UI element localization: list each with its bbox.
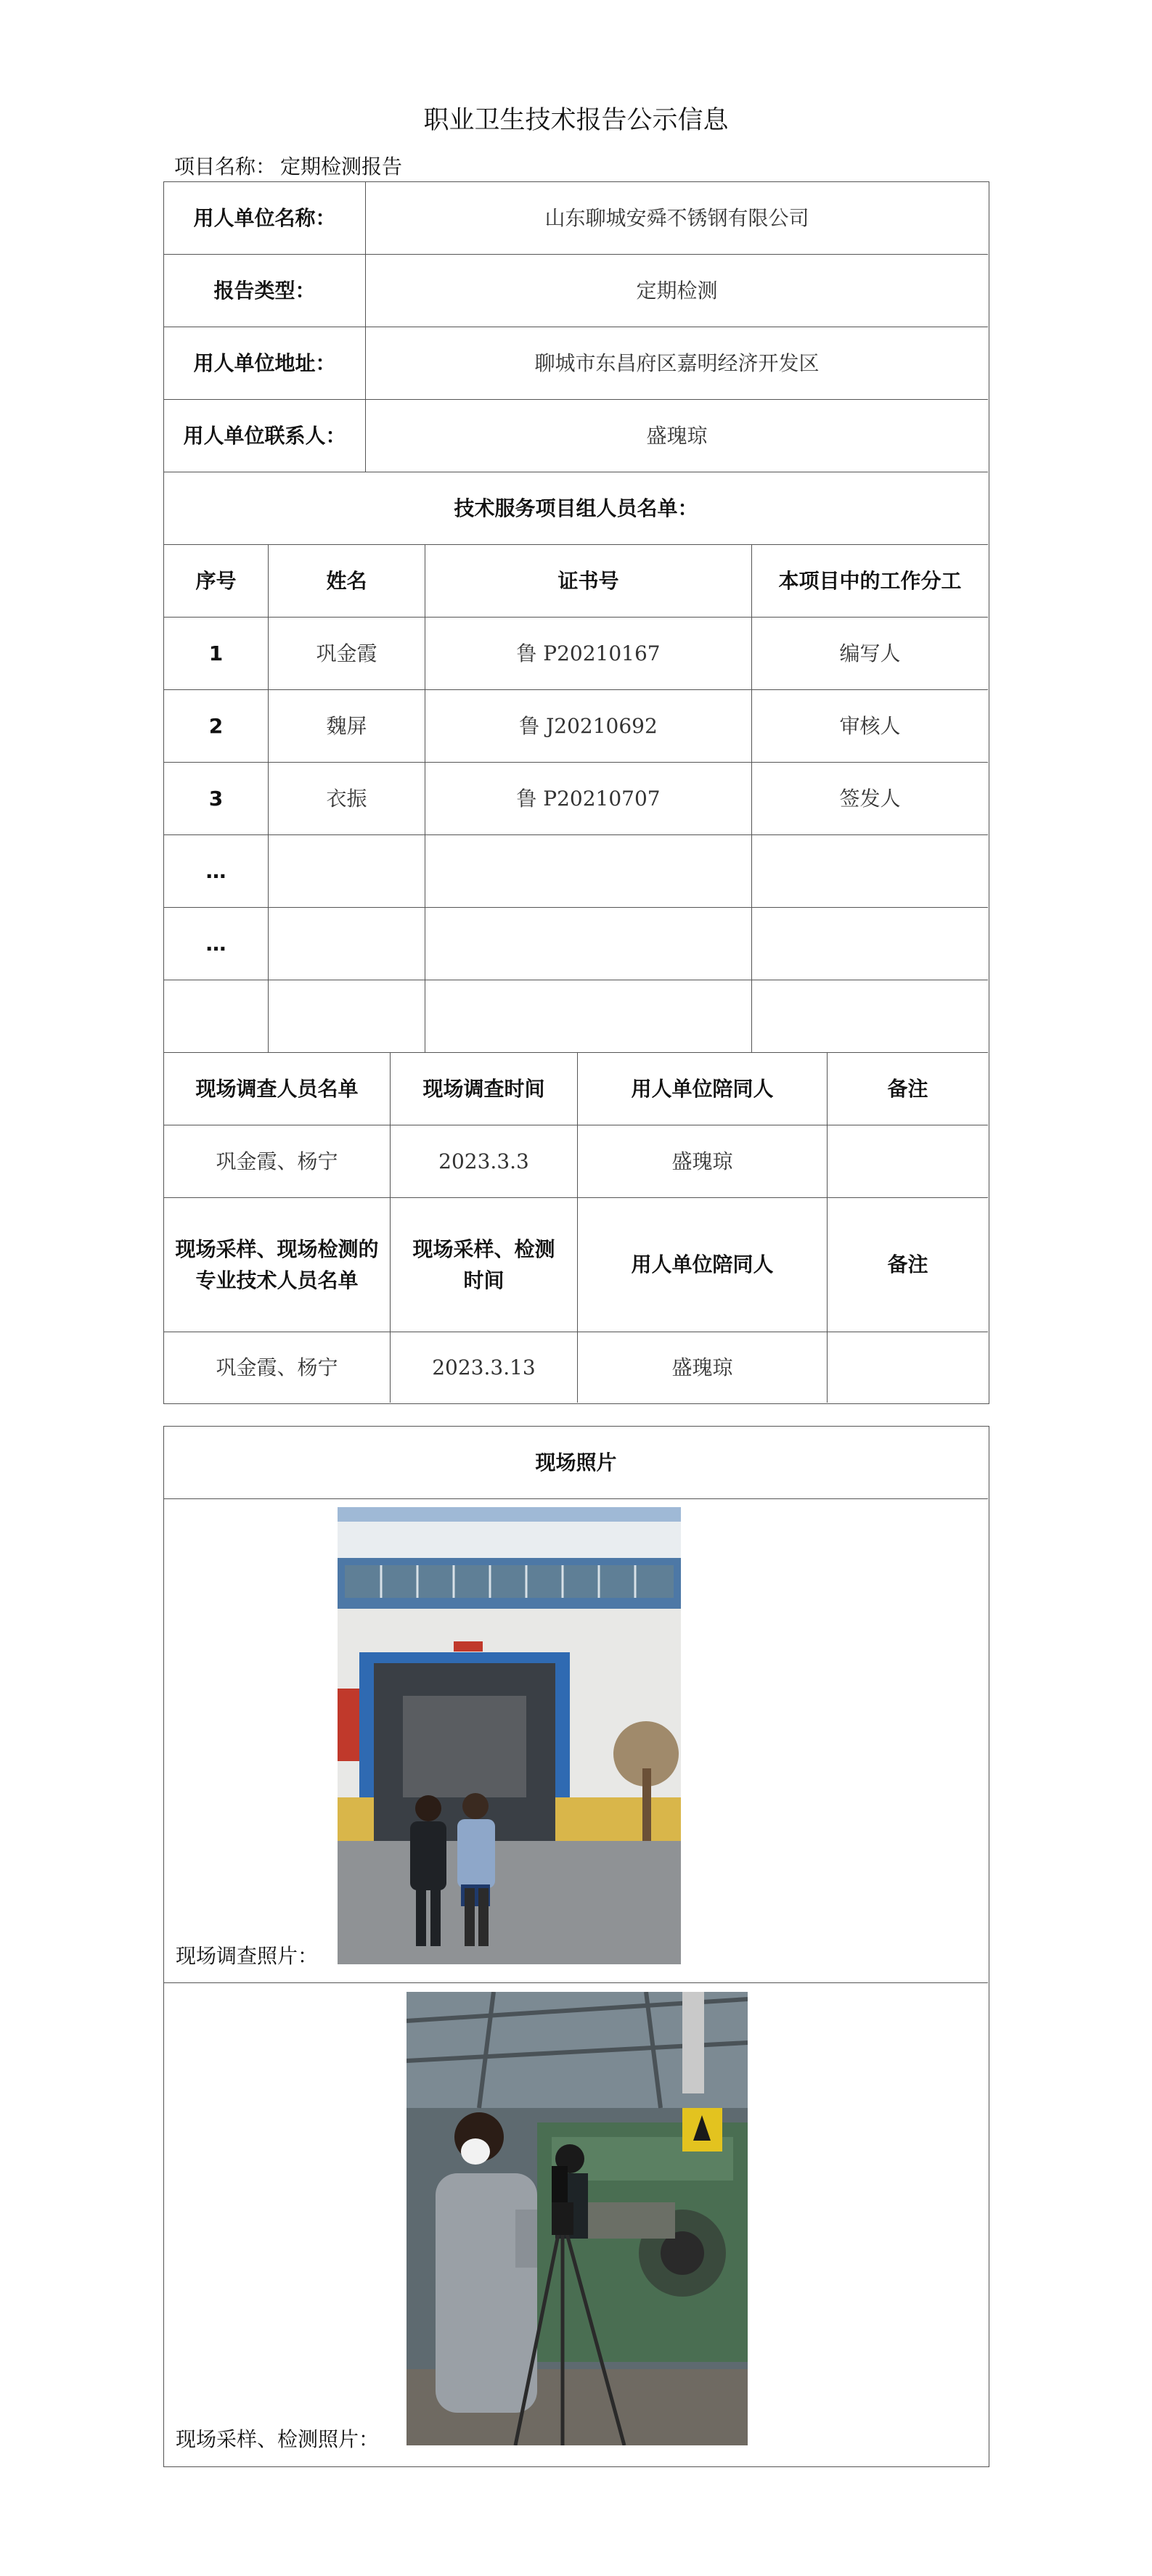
sampling-col-escort: 用人单位陪同人	[578, 1198, 828, 1332]
sampling-people: 巩金霞、杨宁	[164, 1332, 391, 1403]
sampling-photo	[407, 1992, 748, 2445]
survey-col-date: 现场调查时间	[391, 1053, 578, 1125]
project-value: 定期检测报告	[280, 155, 403, 179]
sampling-note	[828, 1332, 988, 1403]
team-col-no: 序号	[164, 545, 269, 618]
team-row-role: 签发人	[752, 763, 988, 835]
unit-contact-value: 盛瑰琼	[366, 400, 988, 472]
team-row-no: 2	[164, 690, 269, 763]
sampling-col-people: 现场采样、现场检测的专业技术人员名单	[164, 1198, 391, 1332]
team-row-role	[752, 980, 988, 1053]
team-row-role: 审核人	[752, 690, 988, 763]
team-row-role	[752, 835, 988, 908]
survey-photo	[338, 1507, 681, 1964]
sampling-col-note: 备注	[828, 1198, 988, 1332]
unit-name-label: 用人单位名称：	[164, 182, 366, 255]
sampling-escort: 盛瑰琼	[578, 1332, 828, 1403]
team-col-cert: 证书号	[425, 545, 752, 618]
unit-address-label: 用人单位地址：	[164, 327, 366, 400]
survey-col-people: 现场调查人员名单	[164, 1053, 391, 1125]
team-row-name	[269, 908, 425, 980]
team-section-header: 技术服务项目组人员名单：	[164, 472, 988, 545]
survey-col-note: 备注	[828, 1053, 988, 1125]
photos-header: 现场照片	[164, 1427, 988, 1499]
unit-contact-label: 用人单位联系人：	[164, 400, 366, 472]
project-line	[174, 151, 407, 180]
team-row-name: 魏屏	[269, 690, 425, 763]
survey-note	[828, 1125, 988, 1198]
team-row-cert: 鲁 J20210692	[425, 690, 752, 763]
team-row-cert	[425, 835, 752, 908]
sampling-date: 2023.3.13	[391, 1332, 578, 1403]
team-row-cert	[425, 980, 752, 1053]
team-row-no: 3	[164, 763, 269, 835]
sampling-col-date: 现场采样、检测时间	[391, 1198, 578, 1332]
survey-col-escort: 用人单位陪同人	[578, 1053, 828, 1125]
team-row-cert: 鲁 P20210707	[425, 763, 752, 835]
survey-date: 2023.3.3	[391, 1125, 578, 1198]
team-row-no: 1	[164, 618, 269, 690]
team-row-name	[269, 835, 425, 908]
team-row-role	[752, 908, 988, 980]
team-row-no: …	[164, 835, 269, 908]
survey-people: 巩金霞、杨宁	[164, 1125, 391, 1198]
team-row-name: 衣振	[269, 763, 425, 835]
team-row-name	[269, 980, 425, 1053]
team-row-cert	[425, 908, 752, 980]
team-row-no: …	[164, 908, 269, 980]
report-type-value: 定期检测	[366, 255, 988, 327]
team-row-no	[164, 980, 269, 1053]
unit-address-value: 聊城市东昌府区嘉明经济开发区	[366, 327, 988, 400]
team-row-role: 编写人	[752, 618, 988, 690]
unit-name-value: 山东聊城安舜不锈钢有限公司	[366, 182, 988, 255]
info-table	[163, 181, 989, 1404]
report-type-label: 报告类型：	[164, 255, 366, 327]
page-title: 职业卫生技术报告公示信息	[423, 106, 729, 135]
team-col-role: 本项目中的工作分工	[752, 545, 988, 618]
survey-photo-caption: 现场调查照片：	[176, 1944, 319, 1968]
project-label: 项目名称：	[174, 155, 277, 179]
team-row-cert: 鲁 P20210167	[425, 618, 752, 690]
survey-escort: 盛瑰琼	[578, 1125, 828, 1198]
team-col-name: 姓名	[269, 545, 425, 618]
sampling-photo-caption: 现场采样、检测照片：	[176, 2427, 380, 2451]
team-row-name: 巩金霞	[269, 618, 425, 690]
